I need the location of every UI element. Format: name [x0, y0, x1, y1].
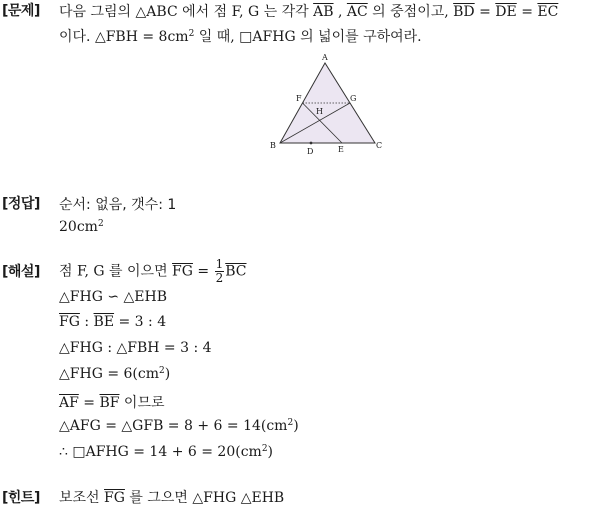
vertex-h: H	[316, 107, 323, 116]
solution-line-7: △AFG = △GFB = $8 + 6 = 14(cm^2)$	[59, 418, 299, 434]
solution-label: [해설]	[2, 264, 40, 280]
vertex-b: B	[270, 141, 276, 150]
vertex-f: F	[296, 94, 302, 103]
vertex-c: C	[376, 141, 383, 150]
solution-line-3: $\overline{FG}$ : $\overline{BE} = 3$ : 4	[59, 314, 167, 330]
hint-label: [힌트]	[2, 490, 40, 506]
solution-line-8: ∴ □AFHG = $14 + 6 = 20(cm^2)$	[59, 444, 274, 460]
problem-line-1: 다음 그림의 △ABC 에서 점 F, G 는 각각 $\overline{AB}$ , $\overline{AC}$ 의 중점이고, $\overline{BD} = \overline{DE} = \overline{EC}$	[59, 4, 559, 20]
vertex-g: G	[350, 94, 357, 103]
problem-line-2: 이다. △FBH = $8cm^2$ 일 때, □AFHG 의 넓이를 구하여라.	[59, 29, 422, 45]
vertex-a: A	[322, 53, 328, 62]
solution-line-2: △FHG ∽ △EHB	[59, 289, 167, 305]
answer-value: $20cm^2$	[59, 219, 104, 235]
problem-label: [문제]	[2, 3, 40, 19]
point-d	[310, 142, 313, 145]
vertex-e: E	[338, 145, 344, 154]
vertex-d: D	[307, 147, 314, 156]
answer-order: 순서: 없음, 갯수: 1	[59, 197, 177, 213]
solution-line-4: △FHG : △FBH = 3 : 4	[59, 340, 212, 356]
solution-line-6: $\overline{AF} = \overline{BF}$ 이므로	[59, 395, 165, 411]
triangle-figure	[266, 50, 384, 156]
solution-line-5: △FHG = $6(cm^2)$	[59, 366, 171, 382]
answer-label: [정답]	[2, 196, 40, 212]
solution-line-1: 점 F, G 를 이으면 $\overline{FG}$ = $\frac{1}{2}$ $\overline{BC}$	[59, 257, 247, 285]
hint-line: 보조선 $\overline{FG}$ 를 그으면 △FHG △EHB	[59, 490, 285, 506]
